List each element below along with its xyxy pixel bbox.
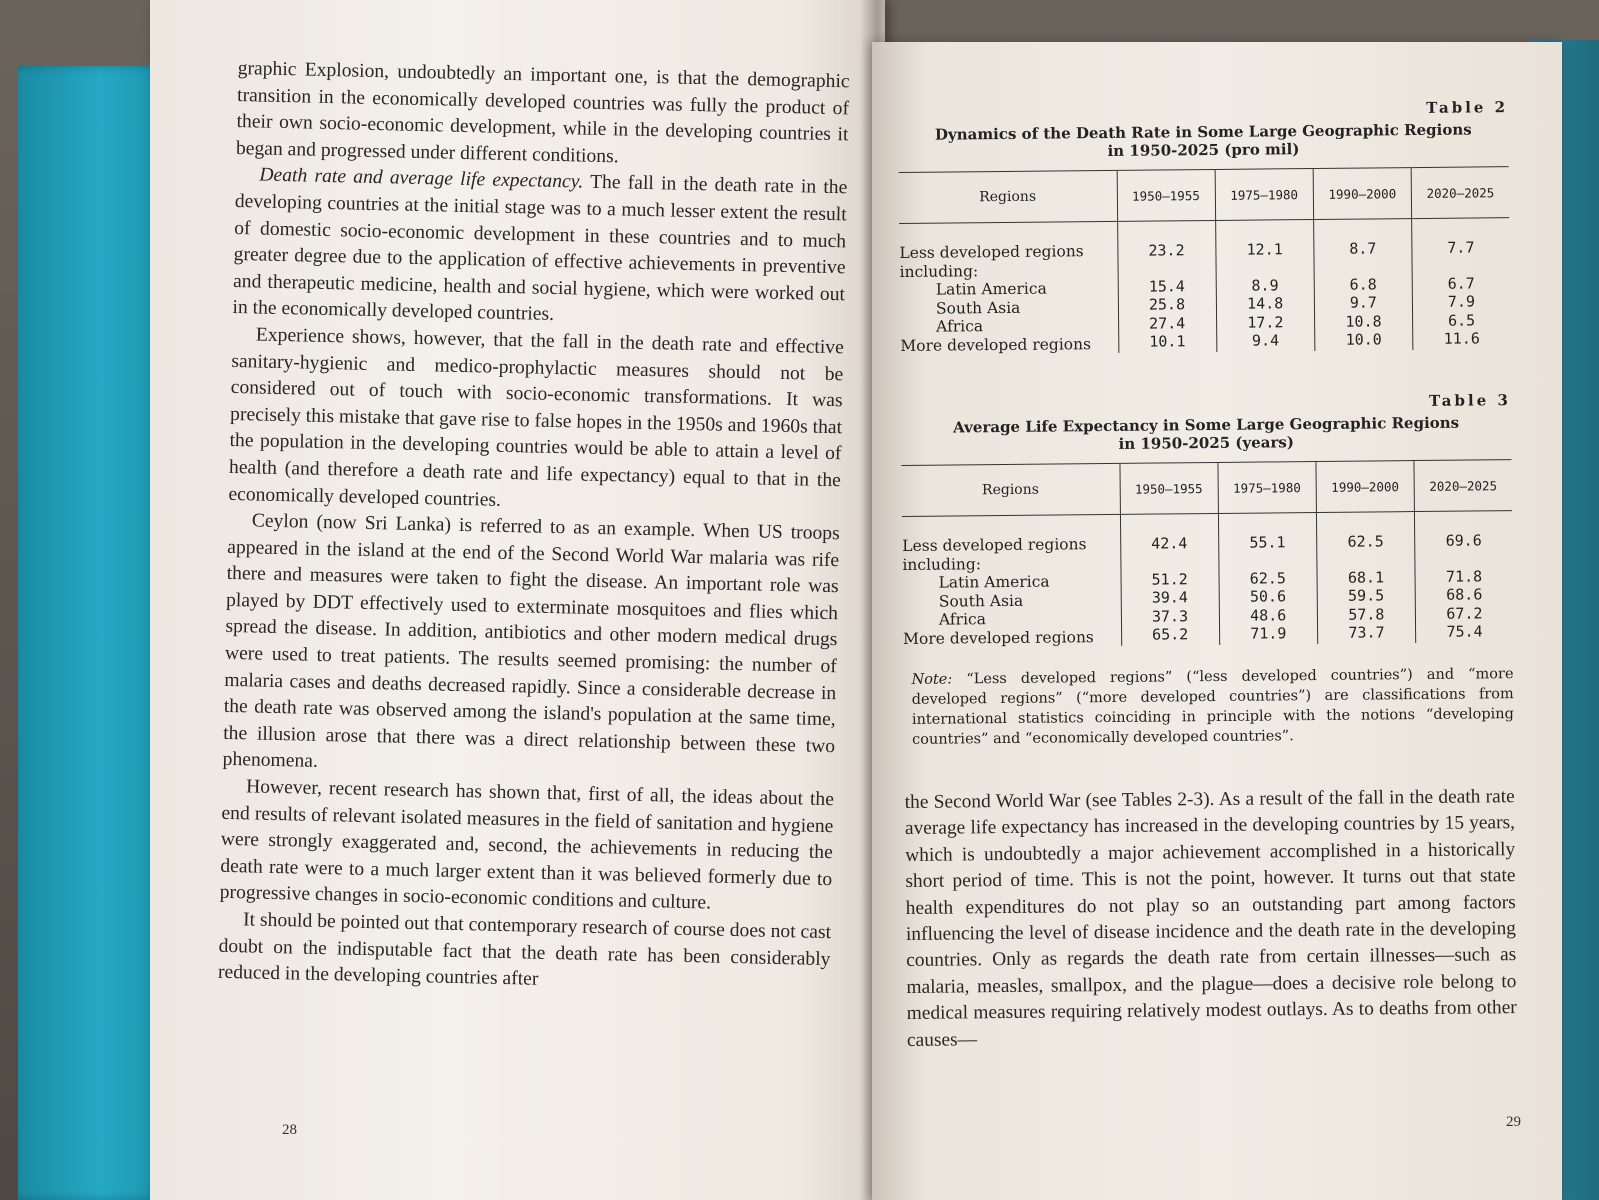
table-note bbox=[903, 664, 1514, 750]
table-column-values bbox=[1215, 220, 1314, 352]
table-cell: 7.7 bbox=[1447, 238, 1475, 257]
table2-label: Table 2 bbox=[1426, 98, 1509, 117]
left-page-body bbox=[218, 56, 850, 1000]
region-name: Less developed regions bbox=[899, 242, 1084, 262]
table2-title-line: in 1950-2025 (pro mil) bbox=[1107, 140, 1300, 160]
table-cell: 15.4 bbox=[1148, 276, 1185, 296]
table-column-values bbox=[1313, 219, 1412, 351]
table-cell: 27.4 bbox=[1149, 313, 1186, 333]
table-cell: 10.1 bbox=[1149, 332, 1186, 351]
table-header-period: 2020—2025 bbox=[1411, 167, 1509, 219]
table-cell: 6.7 bbox=[1447, 273, 1475, 293]
table-column-values bbox=[1218, 513, 1317, 645]
table3-title-line: in 1950-2025 (years) bbox=[1118, 433, 1294, 453]
paragraph: graphic Explosion, undoubtedly an important one, is that the demographic transition in the economically developed countries was fully the product of their own socio-economic development, while in the developing countries it began and progressed under different conditions. bbox=[235, 57, 850, 168]
table3-label: Table 3 bbox=[1428, 391, 1511, 410]
region-name: South Asia bbox=[938, 591, 1024, 611]
table-header-regions: Regions bbox=[901, 463, 1119, 516]
table-cell: 59.5 bbox=[1348, 586, 1385, 605]
region-name: Africa bbox=[936, 317, 984, 336]
table-cell: 65.2 bbox=[1152, 625, 1189, 644]
table-header-period: 1950—1955 bbox=[1117, 169, 1216, 221]
table-cell: 48.6 bbox=[1250, 605, 1287, 625]
table-cell: 9.4 bbox=[1251, 331, 1280, 350]
page-number-right: 29 bbox=[1506, 1114, 1521, 1130]
table-cell: 8.7 bbox=[1349, 239, 1377, 258]
table-column-values bbox=[1414, 511, 1513, 643]
table2 bbox=[899, 166, 1511, 355]
table3 bbox=[901, 459, 1513, 648]
table2-title bbox=[898, 120, 1508, 162]
table-body-row bbox=[902, 511, 1513, 648]
table-cell: 55.1 bbox=[1249, 533, 1286, 552]
table-cell: 51.2 bbox=[1151, 569, 1188, 589]
table-cell: 75.4 bbox=[1446, 622, 1483, 641]
region-names bbox=[899, 221, 1118, 355]
table-cell: 25.8 bbox=[1148, 295, 1186, 314]
table-cell: 8.9 bbox=[1251, 275, 1279, 295]
table-cell: 39.4 bbox=[1151, 588, 1188, 607]
table-cell: 62.5 bbox=[1249, 568, 1286, 588]
table3-title-line: Average Life Expectancy in Some Large Geographic Regions bbox=[953, 413, 1460, 437]
paragraph: However, recent research has shown that, first of all, the ideas about the end results of relevant isolated measures in the field of sanitation and hygiene were strongly exaggerated and, second, the achievements in reducing the death rate were to a much larger extent than it was believed formerly due to progressive changes in socio-economic conditions and culture. bbox=[219, 776, 835, 914]
table-column-values bbox=[1117, 220, 1216, 352]
paragraph-lead: Death rate and average life expectancy. bbox=[259, 164, 584, 193]
table-cell: 62.5 bbox=[1347, 532, 1384, 551]
region-name: South Asia bbox=[935, 298, 1021, 318]
table-cell: 68.6 bbox=[1446, 585, 1483, 604]
table-cell: 10.8 bbox=[1345, 311, 1382, 331]
table2-title-line: Dynamics of the Death Rate in Some Large Geographic Regions bbox=[934, 120, 1472, 144]
table-cell: 50.6 bbox=[1249, 587, 1287, 606]
note-lead: Note: bbox=[911, 671, 953, 688]
region-name: Latin America bbox=[935, 279, 1047, 299]
right-page bbox=[872, 42, 1562, 1200]
region-name: More developed regions bbox=[903, 627, 1094, 648]
table-cell: 6.5 bbox=[1447, 310, 1476, 330]
table-cell: 7.9 bbox=[1447, 292, 1476, 311]
table-header-period: 1990—2000 bbox=[1313, 168, 1412, 220]
table-column-values bbox=[1120, 513, 1219, 645]
table-header-period: 1975—1980 bbox=[1218, 462, 1317, 514]
book-cover-left bbox=[18, 66, 168, 1200]
table-column-values bbox=[1412, 218, 1511, 350]
table-cell: 71.9 bbox=[1250, 624, 1287, 643]
region-name: including: bbox=[902, 554, 982, 574]
table-header-row bbox=[899, 167, 1509, 224]
region-name: More developed regions bbox=[900, 334, 1092, 355]
table-cell: 14.8 bbox=[1247, 294, 1284, 313]
table-cell: 12.1 bbox=[1246, 240, 1283, 259]
table-header-row bbox=[901, 460, 1511, 517]
table-cell: 17.2 bbox=[1247, 312, 1284, 332]
table-cell: 23.2 bbox=[1148, 241, 1185, 260]
paragraph-text: The fall in the death rate in the developing countries at the initial stage was to a much lesser extent the result of domestic socio-economic development in these countries and to much greater degree due to the application of effective achievements in preventive and therapeutic medicine, health and social hygiene, which were worked out in the economically developed countries. bbox=[232, 171, 848, 326]
table-cell: 69.6 bbox=[1445, 531, 1482, 550]
table-cell: 42.4 bbox=[1151, 534, 1188, 553]
table-header-period: 1975—1980 bbox=[1215, 169, 1314, 221]
table-cell: 67.2 bbox=[1446, 603, 1483, 623]
region-name: Africa bbox=[938, 610, 986, 629]
table-cell: 9.7 bbox=[1349, 293, 1377, 312]
paragraph: Ceylon (now Sri Lanka) is referred to as an example. When US troops appeared in the island at the end of the Second World War malaria was rife there and measures were taken to fight the disease. An important role was played by DDT effectively used to exterminate mosquitoes and flies which spread the disease. In addition, antibiotics and other modern medical drugs were used to treat patients. The results seemed promising: the number of malaria cases and deaths decreased rapidly. Since a considerable decrease in the death rate was observed among the island's population at the same time, the illusion arose that there was a direct relationship between these two phenomena. bbox=[222, 510, 840, 773]
table-header-period: 2020—2025 bbox=[1414, 460, 1512, 512]
table-cell: 6.8 bbox=[1349, 274, 1377, 294]
paragraph: It should be pointed out that contemporary research of course does not cast doubt on the indisputable fact that the death rate has been considerably reduced in the developing countries after bbox=[217, 909, 832, 990]
note-text: “Less developed regions” (“less developed countries”) and “more developed regions” (“more developed countries”) are classifications from international statistics coinciding in principle with the notions “developing countries” and “economically developed countries”. bbox=[911, 666, 1514, 748]
table-cell: 71.8 bbox=[1445, 566, 1483, 586]
table-column-values bbox=[1316, 512, 1415, 644]
right-page-paragraph: the Second World War (see Tables 2-3). As a result of the fall in the death rate average life expectancy has increased in the developing countries by 15 years, which is undoubtedly a major achievement accomplished in a historically short period of time. This is not the point, however. It turns out that state health expenditures do not play so an outstanding part among factors influencing the level of disease incidence and the death rate in the developing countries. Only as regards the death rate from certain illnesses—such as malaria, measles, smallpox, and the plague—does a decisive role belong to medical measures requiring relatively modest outlays. As to deaths from other causes— bbox=[904, 786, 1517, 1051]
table-cell: 57.8 bbox=[1348, 604, 1385, 624]
right-page-body bbox=[898, 98, 1517, 1054]
region-names bbox=[902, 514, 1121, 648]
left-page bbox=[150, 0, 885, 1200]
table-header-regions: Regions bbox=[899, 170, 1117, 223]
table-cell: 11.6 bbox=[1443, 329, 1480, 348]
table-header-period: 1990—2000 bbox=[1316, 461, 1415, 513]
paragraph: Experience shows, however, that the fall in the death rate and effective sanitary-hygienic and medico-prophylactic measures should not be considered out of touch with socio-economic transformations. It was precisely this mistake that gave rise to false hopes in the 1950s and 1960s that the population in the developing countries would be able to attain a level of health (and therefore a death rate and life expectancy) equal to that in the economically developed countries. bbox=[228, 324, 845, 511]
table-cell: 68.1 bbox=[1347, 567, 1385, 587]
paragraph bbox=[232, 162, 847, 335]
table-cell: 37.3 bbox=[1151, 606, 1189, 626]
table-cell: 73.7 bbox=[1348, 623, 1385, 642]
table-header-period: 1950—1955 bbox=[1119, 462, 1218, 514]
table3-title bbox=[901, 413, 1511, 455]
region-name: Less developed regions bbox=[902, 535, 1087, 555]
page-number-left: 28 bbox=[282, 1122, 297, 1138]
table-body-row bbox=[899, 218, 1510, 355]
table-cell: 10.0 bbox=[1345, 330, 1382, 349]
region-name: Latin America bbox=[938, 572, 1050, 592]
region-name: including: bbox=[899, 261, 979, 281]
